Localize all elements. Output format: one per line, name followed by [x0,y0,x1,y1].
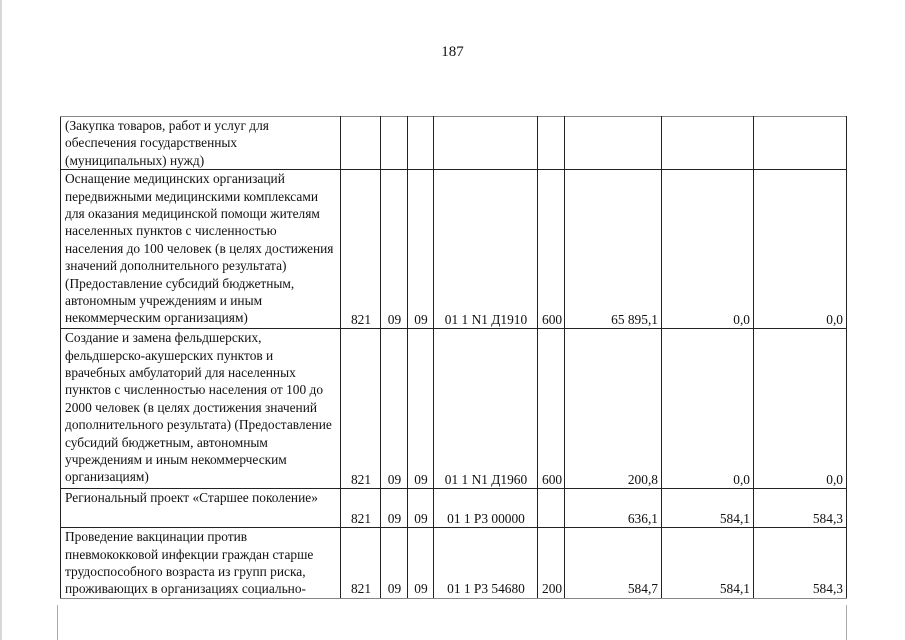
amount-year-3: 0,0 [754,329,847,489]
target-article-code [434,117,538,170]
amount-year-2: 0,0 [662,170,754,329]
table-row [61,170,847,329]
amount-year-1: 636,1 [565,489,662,528]
subsection-code [408,117,434,170]
amount-year-1: 200,8 [565,329,662,489]
expense-type-code [538,117,565,170]
budget-table [60,116,847,599]
section-code: 09 [381,170,408,329]
row-description: (Закупка товаров, работ и услуг для обеспечения государственных (муниципальных) нужд) [61,117,341,170]
expense-type-code: 200 [538,528,565,599]
row-description: Оснащение медицинских организаций передвижными медицинскими комплексами для оказания медицинской помощи жителям населенных пунктов с численностью населения до 100 человек (в целях достижения значений дополнительного результата) (Предоставление субсидий бюджетным, автономным учреждениям и иным некоммерческим организациям) [61,170,341,329]
section-code: 09 [381,329,408,489]
amount-year-1: 584,7 [565,528,662,599]
table-row [61,528,847,599]
section-code: 09 [381,528,408,599]
amount-year-2 [662,117,754,170]
subsection-code: 09 [408,528,434,599]
table-row [61,329,847,489]
table-row [61,117,847,170]
amount-year-3: 0,0 [754,170,847,329]
subsection-code: 09 [408,329,434,489]
row-description: Создание и замена фельдшерских, фельдшерско-акушерских пунктов и врачебных амбулаторий для населенных пунктов с численностью населения от 100 до 2000 человек (в целях достижения значений дополнительного результата) (Предоставление субсидий бюджетным, автономным учреждениям и иным некоммерческим организациям) [61,329,341,489]
expense-type-code: 600 [538,329,565,489]
ministry-code [341,117,381,170]
section-code [381,117,408,170]
subsection-code: 09 [408,170,434,329]
page-bottom-border [57,605,847,640]
amount-year-3: 584,3 [754,528,847,599]
target-article-code: 01 1 N1 Д1960 [434,329,538,489]
page-number: 187 [441,44,464,60]
ministry-code: 821 [341,528,381,599]
target-article-code: 01 1 N1 Д1910 [434,170,538,329]
target-article-code: 01 1 P3 00000 [434,489,538,528]
subsection-code: 09 [408,489,434,528]
amount-year-1: 65 895,1 [565,170,662,329]
section-code: 09 [381,489,408,528]
expense-type-code: 600 [538,170,565,329]
table-row [61,489,847,528]
target-article-code: 01 1 P3 54680 [434,528,538,599]
amount-year-2: 584,1 [662,489,754,528]
ministry-code: 821 [341,329,381,489]
amount-year-3 [754,117,847,170]
amount-year-3: 584,3 [754,489,847,528]
row-description: Проведение вакцинации против пневмококковой инфекции граждан старше трудоспособного возраста из групп риска, проживающих в организациях социально- [61,528,341,599]
scan-edge [0,0,2,640]
amount-year-1 [565,117,662,170]
expense-type-code [538,489,565,528]
ministry-code: 821 [341,489,381,528]
ministry-code: 821 [341,170,381,329]
amount-year-2: 0,0 [662,329,754,489]
row-description: Региональный проект «Старшее поколение» [61,489,341,528]
amount-year-2: 584,1 [662,528,754,599]
